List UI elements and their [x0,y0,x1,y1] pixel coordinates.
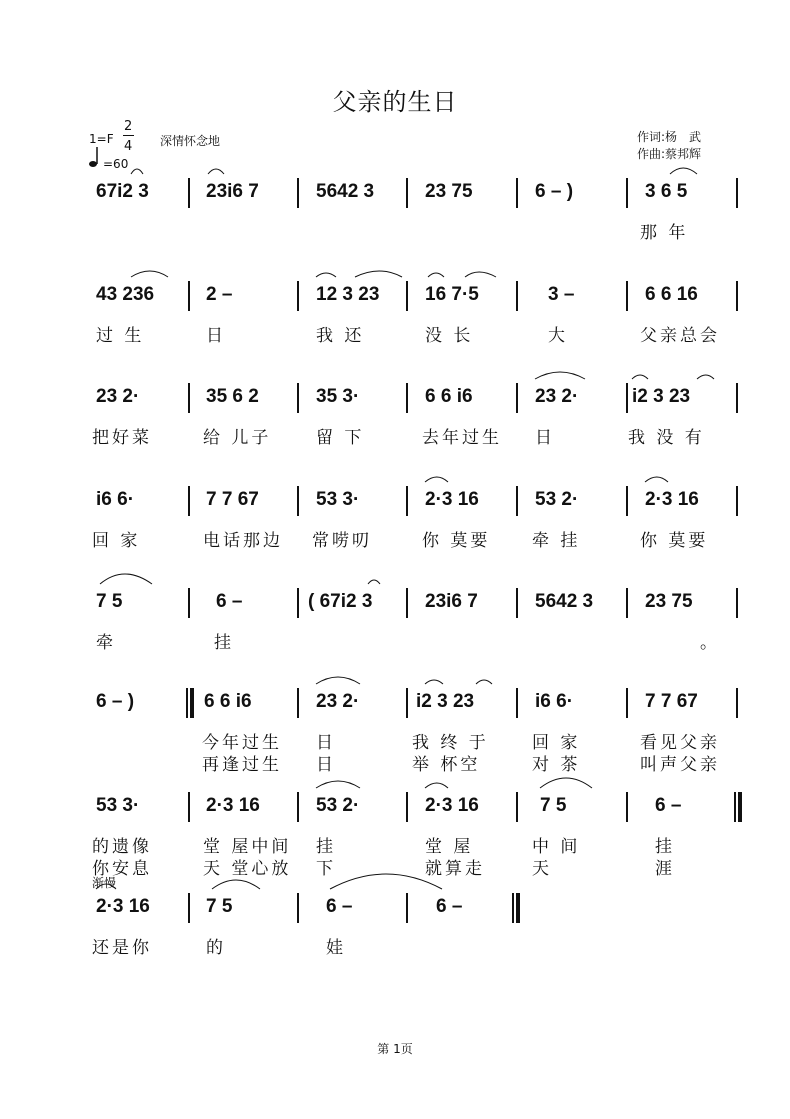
measure-notes: 2 – [206,284,233,305]
barline [516,486,518,516]
barline [297,688,299,718]
lyric: 留 下 [316,428,365,448]
lyric: 中 间 [532,837,581,857]
measure-notes: 5642 3 [535,591,594,612]
measure-notes: 6 6 i6 [204,691,252,712]
measure-notes: 16 7·5 [425,284,479,305]
final-barline-thick [516,893,520,923]
measure-notes: i2 3 23 [416,691,475,712]
barline [406,383,408,413]
barline [516,792,518,822]
lyric: 堂 屋 [425,837,474,857]
lyric: 娃 [326,938,346,958]
measure-notes: 23 2· [535,386,579,407]
lyric-verse2: 叫声父亲 [640,755,720,775]
barline [736,383,738,413]
barline [626,688,628,718]
tempo-mark: =60 [103,157,129,171]
measure-notes: 12 3 23 [316,284,380,305]
barline [626,281,628,311]
lyric: 看见父亲 [640,733,720,753]
measure-notes: i2 3 23 [632,386,691,407]
measure-notes: 6 6 i6 [425,386,473,407]
barline [406,588,408,618]
lyric: 父亲总会 [640,326,720,346]
measure-notes: 23 75 [645,591,693,612]
barline [516,688,518,718]
lyric: 过 生 [96,326,145,346]
measure-notes: 5642 3 [316,181,375,202]
repeat-barline-thick [738,792,742,822]
lyric-verse2: 就算走 [425,859,485,879]
measure-notes: 53 3· [96,795,140,816]
song-title: 父亲的生日 [332,88,458,116]
measure-notes: i6 6· [535,691,574,712]
time-signature-bottom: 4 [124,139,133,154]
measure-notes: 53 2· [316,795,360,816]
barline [406,893,408,923]
measure-notes: i6 6· [96,489,135,510]
lyric: 回 家 [92,531,141,551]
lyric: 堂 屋中间 [203,837,292,857]
barline [626,383,628,413]
lyric: 日 [206,326,226,346]
barline [188,383,190,413]
barline [188,588,190,618]
measure-notes: 7 5 [206,896,233,917]
measure-notes: 2·3 16 [425,489,479,510]
measure-notes: 6 – [655,795,682,816]
lyric: 大 [548,326,568,346]
measure-notes: 35 3· [316,386,360,407]
barline [516,281,518,311]
barline [626,486,628,516]
lyric: 你 莫要 [422,531,491,551]
barline [297,486,299,516]
lyric: 还是你 [92,938,152,958]
barline [297,178,299,208]
measure-notes: 3 6 5 [645,181,688,202]
measure-notes: 53 2· [535,489,579,510]
page-number: 第 1页 [377,1042,413,1056]
measure-notes: 3 – [548,284,575,305]
lyric: 牵 挂 [532,531,581,551]
measure-notes: 7 5 [540,795,567,816]
measure-notes: 2·3 16 [645,489,699,510]
barline [626,792,628,822]
lyric: 挂 [655,837,675,857]
measure-notes: 23i6 7 [425,591,478,612]
lyric-verse2: 天 [532,859,552,879]
measure-notes: ( 67i2 3 [308,591,373,612]
barline [626,588,628,618]
final-barline [512,893,514,923]
tempo-change-mark: 渐慢 [92,876,117,890]
lyric-verse2: 下 [316,859,336,879]
barline [188,486,190,516]
lyric-verse2: 再逢过生 [202,755,282,775]
barline [297,792,299,822]
lyric: 回 家 [532,733,581,753]
measure-notes: 53 3· [316,489,360,510]
expression-mark: 深情怀念地 [160,134,221,148]
repeat-barline [186,688,188,718]
key-signature: 1=F [89,132,114,146]
measure-notes: 23 75 [425,181,473,202]
lyric: 。 [700,633,720,653]
lyric: 我 终 于 [412,733,489,753]
lyric: 你 莫要 [640,531,709,551]
measure-notes: 7 7 67 [645,691,698,712]
measure-notes: 23 2· [316,691,360,712]
barline [406,688,408,718]
time-signature-line [123,135,134,136]
barline [516,383,518,413]
lyric-verse2: 对 茶 [532,755,581,775]
barline [736,588,738,618]
barline [188,281,190,311]
measure-notes: 6 – ) [535,181,574,202]
score-system [0,895,790,995]
barline [626,178,628,208]
measure-notes: 6 – [436,896,463,917]
time-signature-top: 2 [124,119,133,134]
measure-notes: 6 – [326,896,353,917]
lyric: 没 长 [425,326,474,346]
barline [297,893,299,923]
lyric: 挂 [214,633,234,653]
lyric: 去年过生 [422,428,502,448]
barline [516,588,518,618]
lyric-verse2: 你安息 [92,859,152,879]
measure-notes: 7 7 67 [206,489,259,510]
lyric: 今年过生 [202,733,282,753]
barline [188,178,190,208]
measure-notes: 2·3 16 [96,896,150,917]
barline [736,178,738,208]
barline [297,588,299,618]
measure-notes: 6 – ) [96,691,135,712]
lyricist-credit: 作词:杨 武 [637,130,702,144]
lyric: 牵 [96,633,116,653]
barline [406,792,408,822]
barline [188,792,190,822]
lyric: 我 还 [316,326,365,346]
barline [736,688,738,718]
lyric: 常唠叨 [312,531,372,551]
barline [406,281,408,311]
measure-notes: 6 – [216,591,243,612]
lyric: 给 儿子 [203,428,272,448]
lyric-verse2: 天 堂心放 [203,859,292,879]
measure-notes: 6 6 16 [645,284,698,305]
lyric: 的 [206,938,226,958]
lyric-verse2: 举 杯空 [412,755,481,775]
measure-notes: 7 5 [96,591,123,612]
barline [736,281,738,311]
lyric-verse2: 涯 [655,859,675,879]
composer-credit: 作曲:蔡邦辉 [637,147,702,161]
lyric: 的遗像 [92,837,152,857]
lyric-verse2: 日 [316,755,336,775]
lyric: 那 年 [640,223,689,243]
lyric: 电话那边 [203,531,283,551]
barline [516,178,518,208]
lyric: 日 [535,428,555,448]
barline [297,281,299,311]
measure-notes: 2·3 16 [206,795,260,816]
measure-notes: 2·3 16 [425,795,479,816]
measure-notes: 35 6 2 [206,386,259,407]
measure-notes: 43 236 [96,284,155,305]
repeat-barline-thick [190,688,194,718]
barline [297,383,299,413]
barline [188,893,190,923]
measure-notes: 67i2 3 [96,181,149,202]
repeat-barline [734,792,736,822]
measure-notes: 23i6 7 [206,181,259,202]
barline [406,178,408,208]
barline [736,486,738,516]
lyric: 我 没 有 [628,428,705,448]
lyric: 日 [316,733,336,753]
lyric: 把好菜 [92,428,152,448]
barline [406,486,408,516]
measure-notes: 23 2· [96,386,140,407]
lyric: 挂 [316,837,336,857]
